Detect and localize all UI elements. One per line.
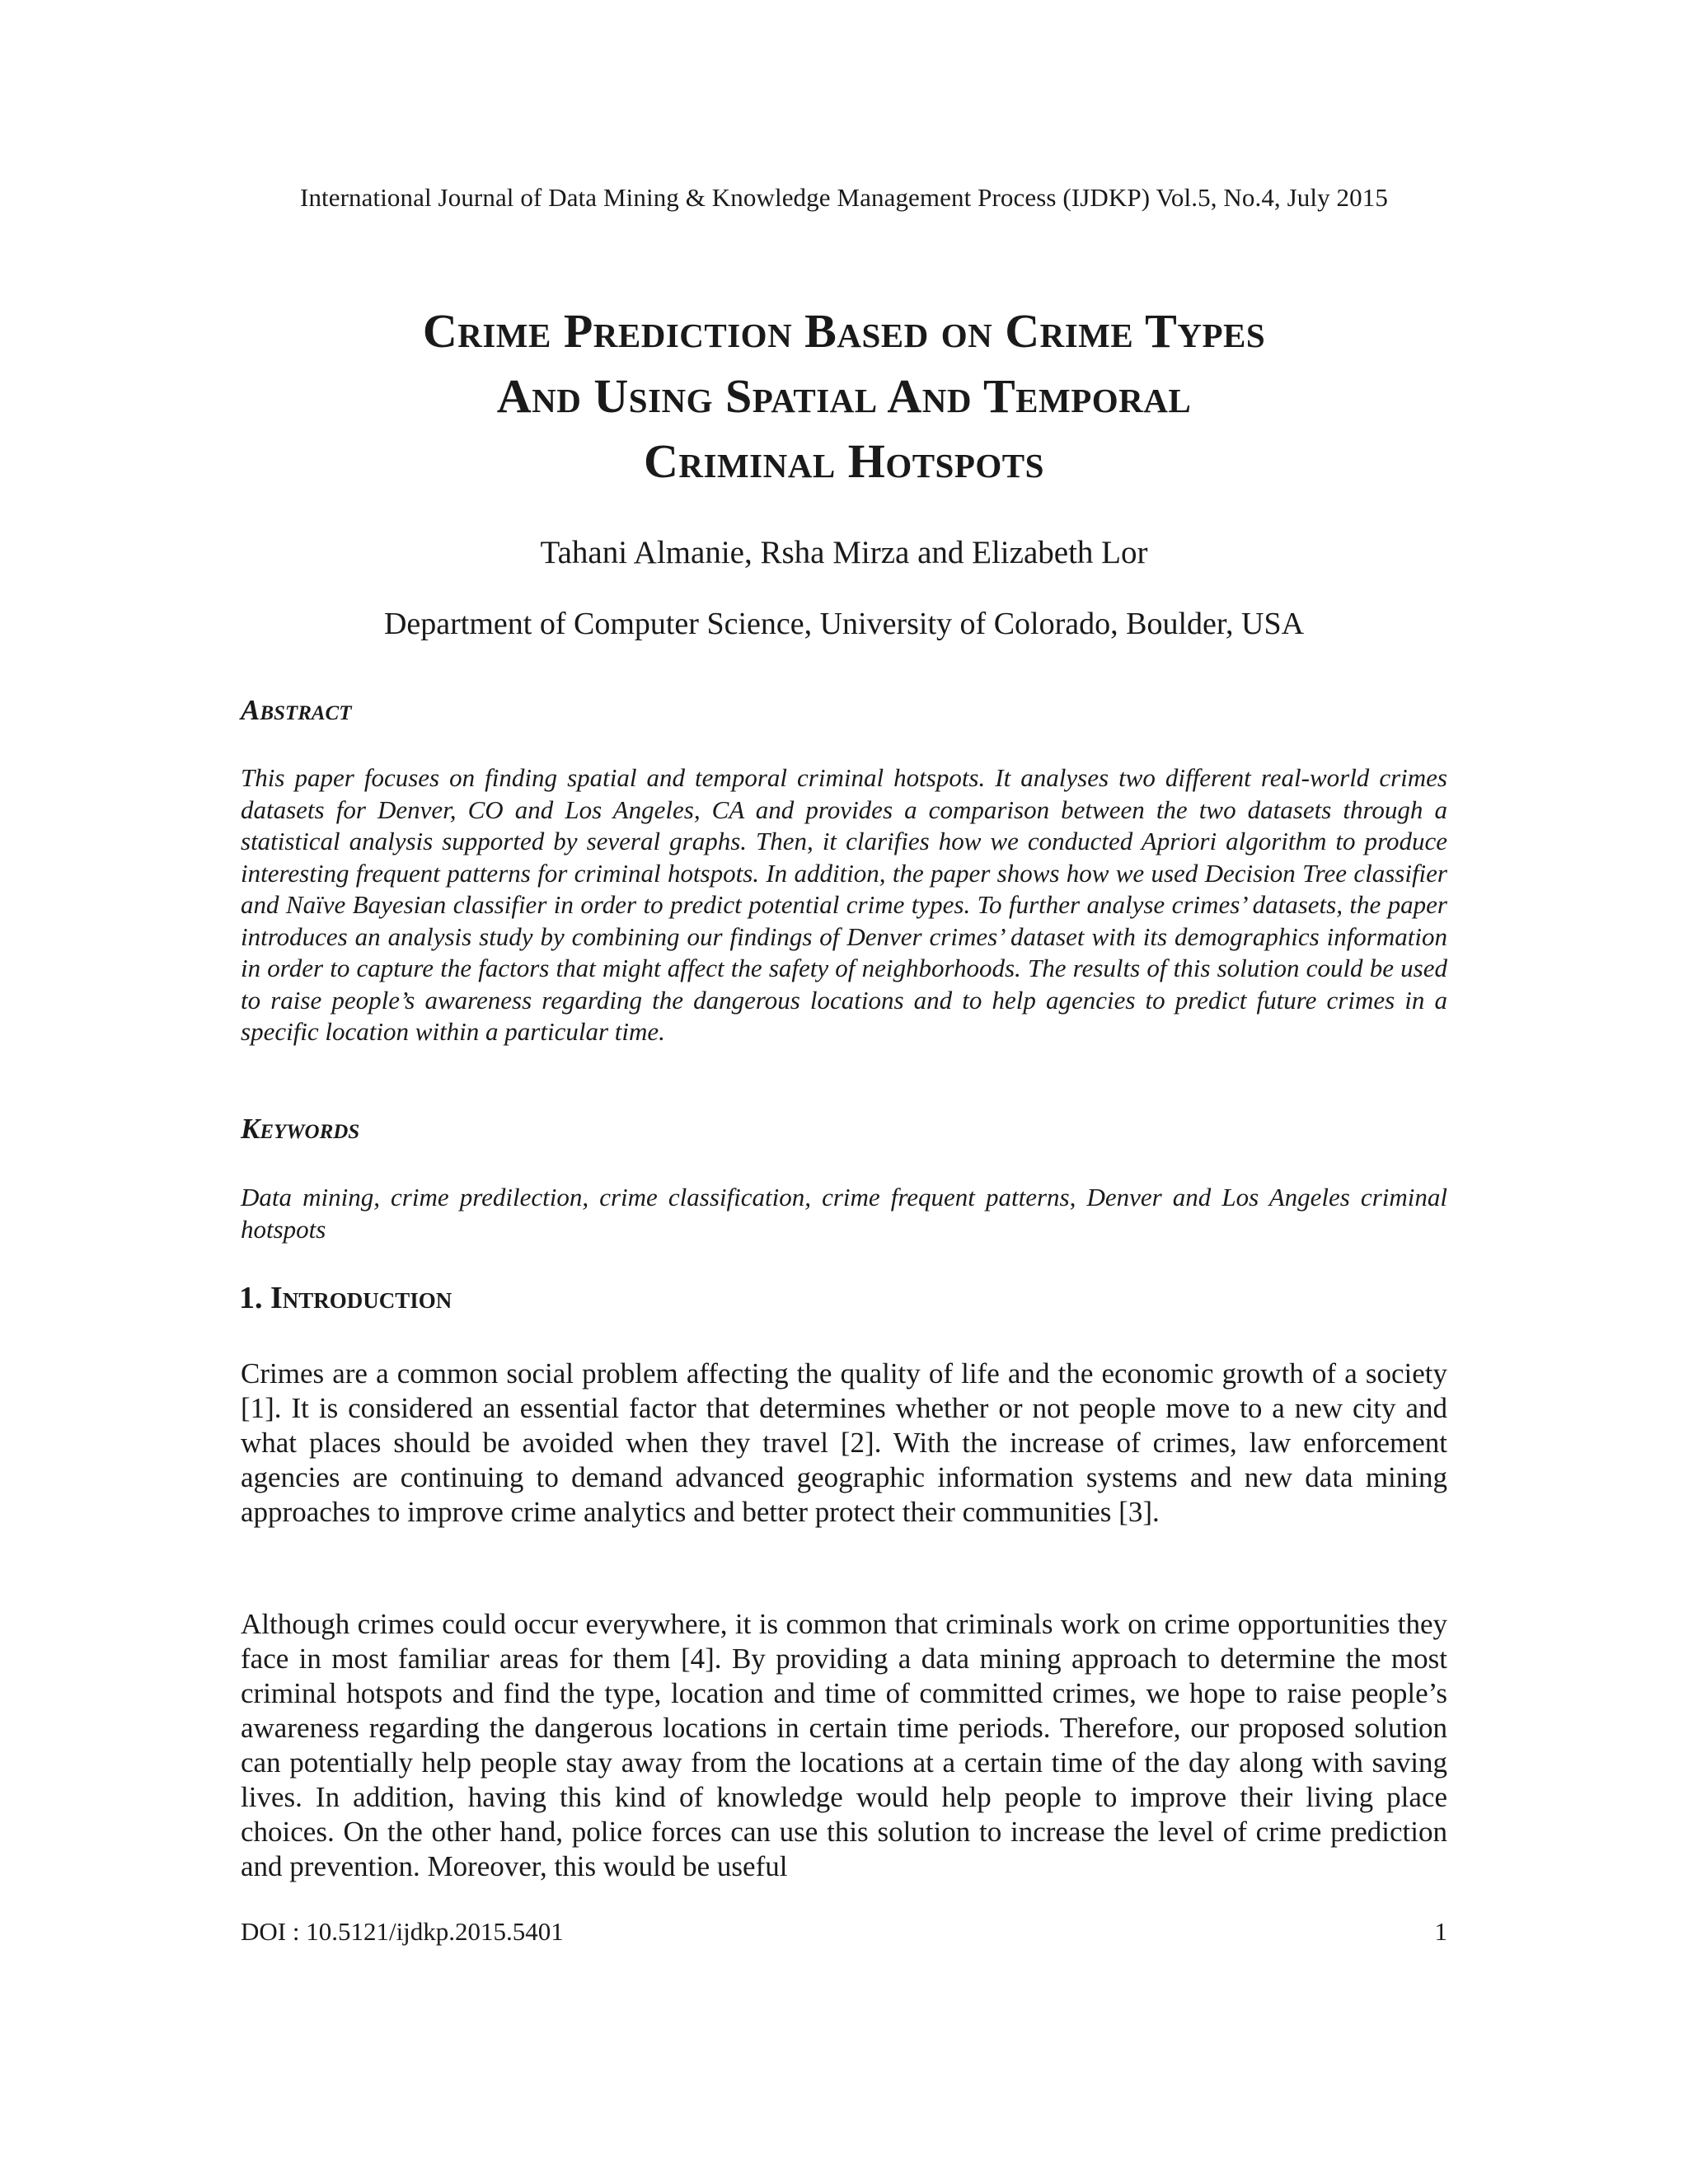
keywords-text: Data mining, crime predilection, crime classification, crime frequent patterns, Denver and Los Angeles criminal hotspots xyxy=(241,1183,1447,1244)
doi: DOI : 10.5121/ijdkp.2015.5401 xyxy=(241,1917,564,1946)
running-header: International Journal of Data Mining & Knowledge Management Process (IJDKP) Vol.5, No.4, July 2015 xyxy=(300,183,1388,212)
body-paragraph: Although crimes could occur everywhere, it is common that criminals work on crime opportunities they face in most familiar areas for them [4]. By providing a data mining approach to determine the most criminal hotspots and find the type, location and time of committed crimes, we hope to raise people’s awareness regarding the dangerous locations in certain time periods. Therefore, our proposed solution can potentially help people stay away from the locations at a certain time of the day along with saving lives. In addition, having this kind of knowledge would help people to improve their living place choices. On the other hand, police forces can use this solution to increase the level of crime prediction and prevention. Moreover, this would be useful xyxy=(241,1608,1447,1882)
paper-title xyxy=(0,298,1688,494)
title-line: Criminal Hotspots xyxy=(644,434,1044,488)
keywords-heading: Keywords xyxy=(241,1113,360,1145)
body-paragraph: Crimes are a common social problem affecting the quality of life and the economic growth of a society [1]. It is considered an essential factor that determines whether or not people move to a new city and what places should be avoided when they travel [2]. With the increase of crimes, law enforcement agencies are continuing to demand advanced geographic information systems and new data mining approaches to improve crime analytics and better protect their communities [3]. xyxy=(241,1357,1447,1528)
introduction-heading: 1. Introduction xyxy=(239,1281,452,1315)
affiliation: Department of Computer Science, University of Colorado, Boulder, USA xyxy=(383,607,1305,641)
authors: Tahani Almanie, Rsha Mirza and Elizabeth Lor xyxy=(540,535,1148,570)
page-number: 1 xyxy=(1434,1917,1447,1946)
title-line: Crime Prediction Based on Crime Types xyxy=(422,304,1266,358)
abstract-heading: Abstract xyxy=(241,694,352,726)
abstract-text: This paper focuses on finding spatial and temporal criminal hotspots. It analyses two different real-world crimes datasets for Denver, CO and Los Angeles, CA and provides a comparison between the two datasets through a statistical analysis supported by several graphs. Then, it clarifies how we conducted Apriori algorithm to produce interesting frequent patterns for criminal hotspots. In addition, the paper shows how we used Decision Tree classifier and Naïve Bayesian classifier in order to predict potential crime types. To further analyse crimes’ datasets, the paper introduces an analysis study by combining our findings of Denver crimes’ dataset with its demographics information in order to capture the factors that might affect the safety of neighborhoods. The results of this solution could be used to raise people’s awareness regarding the dangerous locations and to help agencies to predict future crimes in a specific location within a particular time. xyxy=(241,763,1447,1046)
title-line: And Using Spatial And Temporal xyxy=(496,369,1192,423)
